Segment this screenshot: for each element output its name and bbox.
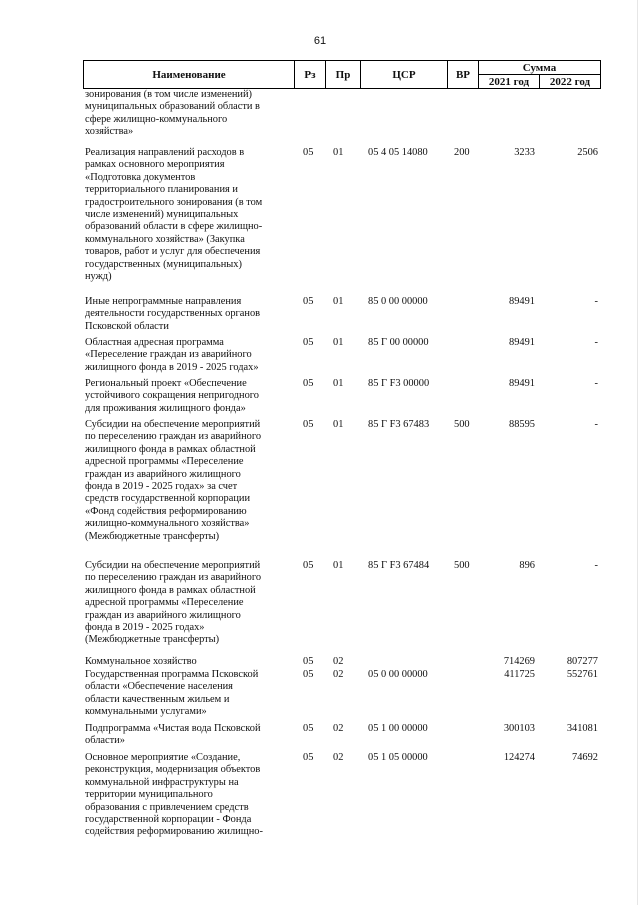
row-rz: 05 <box>303 723 314 734</box>
row-csr: 05 1 00 00000 <box>368 723 428 734</box>
row-pr: 01 <box>333 419 344 430</box>
row-csr: 85 Г F3 67483 <box>368 419 430 430</box>
row-rz: 05 <box>303 419 314 430</box>
row-pr: 01 <box>333 378 344 389</box>
row-sum-2022: - <box>594 337 598 348</box>
row-rz: 05 <box>303 669 314 680</box>
row-pr: 02 <box>333 752 344 763</box>
row-csr: 05 1 05 00000 <box>368 752 428 763</box>
row-rz: 05 <box>303 378 314 389</box>
row-sum-2021: 300103 <box>503 723 535 734</box>
header-year-2022: 2022 год <box>539 74 601 89</box>
row-vr: 500 <box>454 419 470 430</box>
row-rz: 05 <box>303 656 314 667</box>
row-rz: 05 <box>303 752 314 763</box>
header-csr: ЦСР <box>360 60 448 89</box>
row-sum-2021: 88595 <box>509 419 535 430</box>
row-csr: 05 0 00 00000 <box>368 669 428 680</box>
row-rz: 05 <box>303 337 314 348</box>
row-rz: 05 <box>303 560 314 571</box>
row-csr: 85 Г F3 67484 <box>368 560 430 571</box>
row-name: Субсидии на обеспечение мероприятий по переселению граждан из аварийного жилищного фонда в рамках областной адресной программы «Переселение граждан из аварийного жилищного фонда в 2019 - 2025 годах» за счет средств государственной корпорации «Фонд содействия реформированию жилищно-коммунального хозяйства» (Межбюджетные трансферты) <box>85 419 262 542</box>
header-sum: Сумма <box>478 60 601 75</box>
row-sum-2022: 74692 <box>572 752 598 763</box>
row-name: Субсидии на обеспечение мероприятий по переселению граждан из аварийного жилищного фонда в рамках областной адресной программы «Переселение граждан из аварийного жилищного фонда в 2019 - 2025 годах» (Межбюджетные трансферты) <box>85 560 262 646</box>
scan-edge <box>637 0 638 905</box>
row-sum-2021: 89491 <box>509 378 535 389</box>
row-name: Основное мероприятие «Создание, реконструкция, модернизация объектов коммунальной инфраструктуры на территории муниципального образования с привлечением средств государственной корпорации - Фонда содействия реформированию жилищно- <box>85 752 263 838</box>
row-pr: 01 <box>333 147 344 158</box>
row-rz: 05 <box>303 147 314 158</box>
row-pr: 01 <box>333 296 344 307</box>
row-csr: 85 Г 00 00000 <box>368 337 429 348</box>
row-sum-2021: 714269 <box>503 656 535 667</box>
row-pr: 02 <box>333 723 344 734</box>
row-name: Реализация направлений расходов в рамках основного мероприятия «Подготовка документов территориального планирования и градостроительного зонирования (в том числе изменений) муниципальных образований области в сфере жилищно- коммунального хозяйства» (Закупка товаров, работ и услуг для обеспечения государственных (муниципальных) нужд) <box>85 147 263 283</box>
row-pr: 02 <box>333 669 344 680</box>
row-name: зонирования (в том числе изменений) муниципальных образований области в сфере жилищно-коммунального хозяйства» <box>85 89 260 138</box>
row-sum-2022: 807277 <box>566 656 598 667</box>
row-sum-2021: 896 <box>519 560 535 571</box>
header-pr: Пр <box>325 60 361 89</box>
row-sum-2021: 411725 <box>504 669 535 680</box>
header-vr: ВР <box>447 60 479 89</box>
row-name: Подпрограмма «Чистая вода Псковской области» <box>85 723 261 747</box>
row-csr: 85 0 00 00000 <box>368 296 428 307</box>
header-name: Наименование <box>83 60 295 89</box>
header-year-2021: 2021 год <box>478 74 540 89</box>
row-pr: 01 <box>333 337 344 348</box>
row-name: Областная адресная программа «Переселение граждан из аварийного жилищного фонда в 2019 - 2025 годах» <box>85 337 259 373</box>
row-rz: 05 <box>303 296 314 307</box>
row-vr: 200 <box>454 147 470 158</box>
row-vr: 500 <box>454 560 470 571</box>
row-sum-2021: 89491 <box>509 296 535 307</box>
row-sum-2022: - <box>594 378 598 389</box>
header-rz: Рз <box>294 60 326 89</box>
row-sum-2022: 341081 <box>566 723 598 734</box>
row-sum-2022: 2506 <box>577 147 598 158</box>
page-number: 61 <box>313 35 327 47</box>
row-sum-2022: - <box>594 419 598 430</box>
row-pr: 01 <box>333 560 344 571</box>
row-sum-2021: 3233 <box>514 147 535 158</box>
row-csr: 05 4 05 14080 <box>368 147 428 158</box>
row-sum-2021: 124274 <box>503 752 535 763</box>
row-sum-2022: 552761 <box>566 669 598 680</box>
row-sum-2022: - <box>594 296 598 307</box>
row-name: Иные непрограммные направления деятельности государственных органов Псковской области <box>85 296 261 332</box>
row-name: Региональный проект «Обеспечение устойчивого сокращения непригодного для проживания жилищного фонда» <box>85 378 259 414</box>
row-name: Коммунальное хозяйство <box>85 656 197 667</box>
row-pr: 02 <box>333 656 344 667</box>
row-csr: 85 Г F3 00000 <box>368 378 430 389</box>
row-sum-2021: 89491 <box>509 337 535 348</box>
row-name: Государственная программа Псковской области «Обеспечение населения области качественным жильем и коммунальными услугами» <box>85 669 259 718</box>
row-sum-2022: - <box>594 560 598 571</box>
